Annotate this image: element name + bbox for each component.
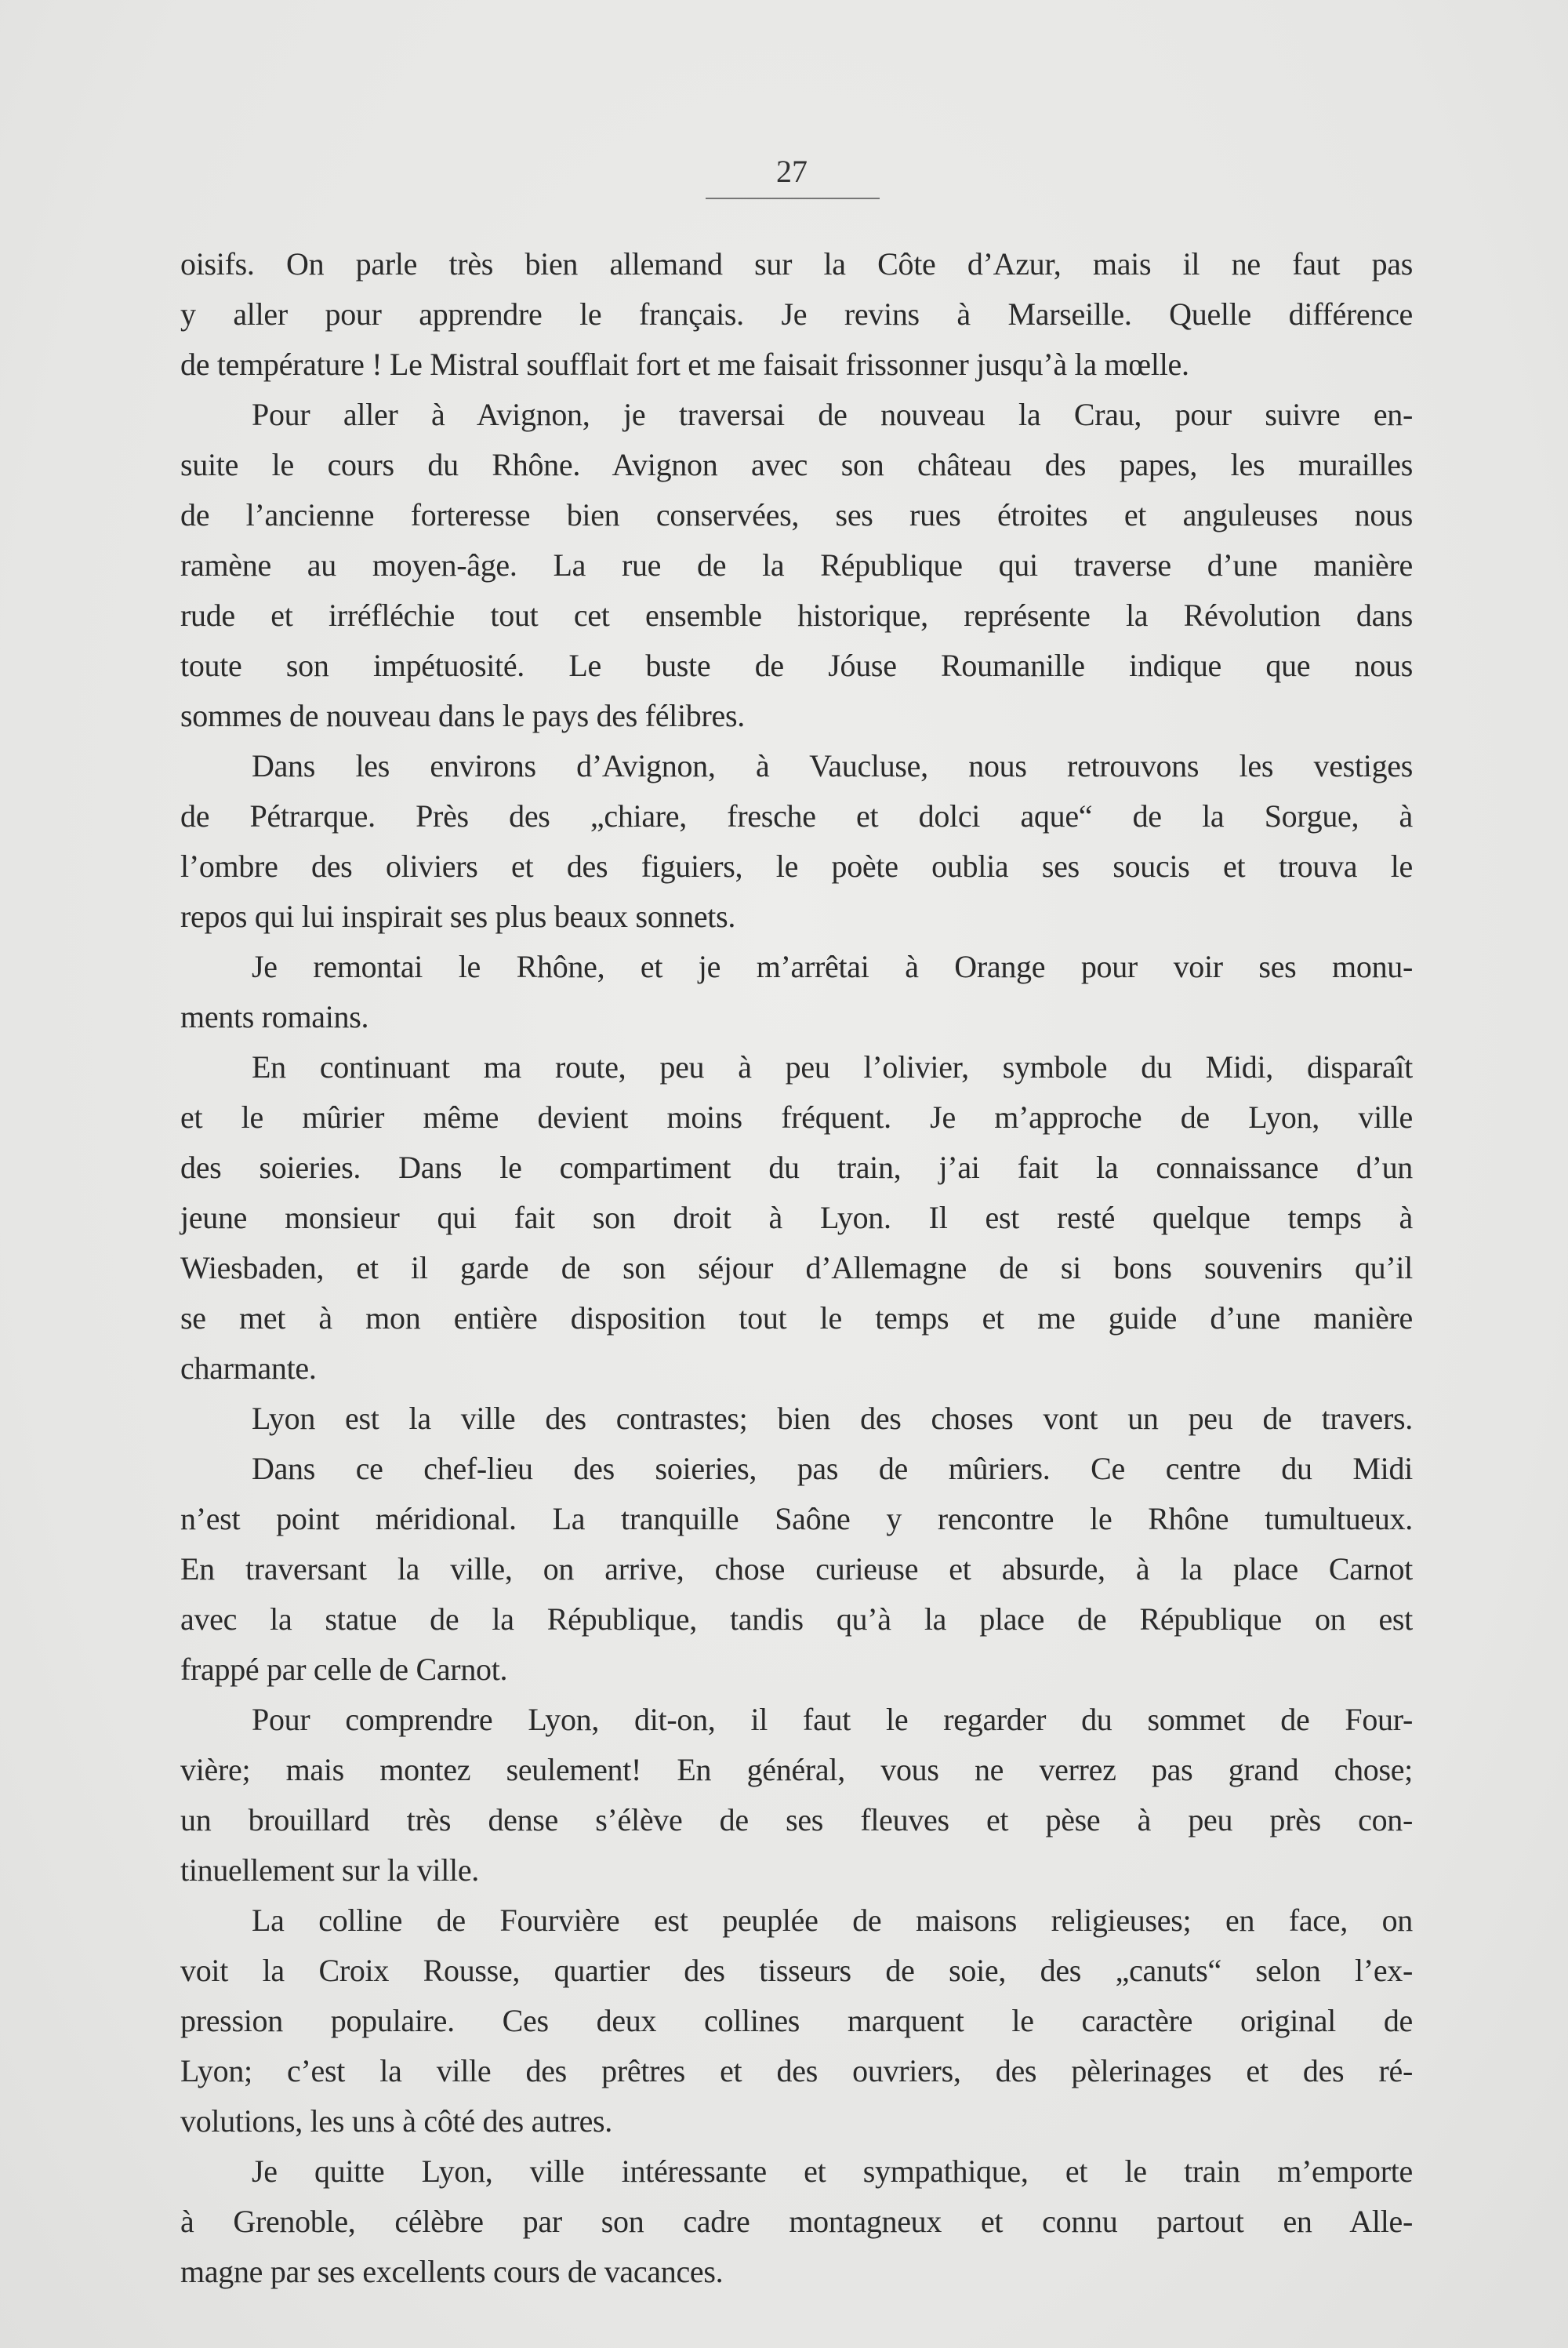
paragraph — [180, 1042, 1413, 1394]
text-line: et le mûrier même devient moins fréquent. Je m’approche de Lyon, ville — [180, 1099, 1413, 1135]
text-line: Je remontai le Rhône, et je m’arrêtai à Orange pour voir ses monu- — [252, 949, 1413, 984]
paragraph — [180, 741, 1413, 942]
text-line: se met à mon entière disposition tout le temps et me guide d’une manière — [180, 1300, 1413, 1336]
text-line: volutions, les uns à côté des autres. — [180, 2103, 613, 2139]
paragraph — [180, 1895, 1413, 2146]
text-line: suite le cours du Rhône. Avignon avec son château des papes, les murailles — [180, 447, 1413, 482]
text-line: un brouillard très dense s’élève de ses fleuves et pèse à peu près con- — [180, 1802, 1413, 1837]
text-line: pression populaire. Ces deux collines marquent le caractère original de — [180, 2003, 1413, 2038]
text-line: à Grenoble, célèbre par son cadre montagneux et connu partout en Alle- — [180, 2204, 1413, 2239]
text-line: vière; mais montez seulement! En général, vous ne verrez pas grand chose; — [180, 1752, 1413, 1787]
text-line: des soieries. Dans le compartiment du train, j’ai fait la connaissance d’un — [180, 1150, 1413, 1185]
text-line: avec la statue de la République, tandis qu’à la place de République on est — [180, 1601, 1413, 1637]
text-line: de Pétrarque. Près des „chiare, fresche et dolci aque“ de la Sorgue, à — [180, 798, 1413, 834]
paragraph — [180, 2146, 1413, 2297]
text-line: tinuellement sur la ville. — [180, 1852, 479, 1888]
text-line: Dans les environs d’Avignon, à Vaucluse, nous retrouvons les vestiges — [252, 748, 1413, 783]
text-line: toute son impétuosité. Le buste de Jóuse Roumanille indique que nous — [180, 648, 1413, 683]
paragraph — [180, 1695, 1413, 1895]
page-number-rule — [706, 198, 880, 199]
text-line: ramène au moyen-âge. La rue de la République qui traverse d’une manière — [180, 547, 1413, 583]
text-line: rude et irréfléchie tout cet ensemble historique, représente la Révolution dans — [180, 598, 1413, 633]
text-line: Je quitte Lyon, ville intéressante et sympathique, et le train m’emporte — [252, 2154, 1413, 2189]
text-line: de l’ancienne forteresse bien conservées, ses rues étroites et anguleuses nous — [180, 497, 1413, 532]
text-line: Dans ce chef-lieu des soieries, pas de mûriers. Ce centre du Midi — [252, 1451, 1413, 1486]
text-line: Pour aller à Avignon, je traversai de nouveau la Crau, pour suivre en- — [252, 397, 1413, 432]
text-line: repos qui lui inspirait ses plus beaux sonnets. — [180, 899, 736, 934]
text-line: ments romains. — [180, 999, 369, 1034]
text-line: charmante. — [180, 1350, 317, 1386]
text-line: magne par ses excellents cours de vacances. — [180, 2254, 724, 2289]
text-line: frappé par celle de Carnot. — [180, 1652, 508, 1687]
text-line: Pour comprendre Lyon, dit-on, il faut le regarder du sommet de Four- — [252, 1702, 1413, 1737]
page-number: 27 — [776, 154, 808, 189]
text-line: Lyon est la ville des contrastes; bien des choses vont un peu de travers. — [252, 1401, 1413, 1436]
text-line: voit la Croix Rousse, quartier des tisseurs de soie, des „canuts“ selon l’ex- — [180, 1953, 1413, 1988]
text-line: Lyon; c’est la ville des prêtres et des ouvriers, des pèlerinages et des ré- — [180, 2053, 1413, 2088]
text-line: La colline de Fourvière est peuplée de maisons religieuses; en face, on — [252, 1903, 1413, 1938]
paragraph — [180, 239, 1413, 390]
paragraph — [180, 390, 1413, 741]
paragraph — [180, 1394, 1413, 1444]
body-text — [180, 239, 1413, 2297]
text-line: jeune monsieur qui fait son droit à Lyon. Il est resté quelque temps à — [180, 1200, 1413, 1235]
text-line: oisifs. On parle très bien allemand sur la Côte d’Azur, mais il ne faut pas — [180, 246, 1413, 282]
text-line: En traversant la ville, on arrive, chose curieuse et absurde, à la place Carnot — [180, 1551, 1413, 1587]
text-line: de température ! Le Mistral soufflait fort et me faisait frissonner jusqu’à la mœlle. — [180, 347, 1189, 382]
text-line: sommes de nouveau dans le pays des félibres. — [180, 698, 745, 733]
text-line: En continuant ma route, peu à peu l’olivier, symbole du Midi, disparaît — [252, 1049, 1413, 1085]
text-line: y aller pour apprendre le français. Je revins à Marseille. Quelle différence — [180, 296, 1413, 332]
text-line: n’est point méridional. La tranquille Saône y rencontre le Rhône tumultueux. — [180, 1501, 1413, 1536]
text-line: Wiesbaden, et il garde de son séjour d’Allemagne de si bons souvenirs qu’il — [180, 1250, 1413, 1285]
paragraph — [180, 942, 1413, 1042]
paragraph — [180, 1444, 1413, 1695]
text-line: l’ombre des oliviers et des figuiers, le poète oublia ses soucis et trouva le — [180, 849, 1413, 884]
